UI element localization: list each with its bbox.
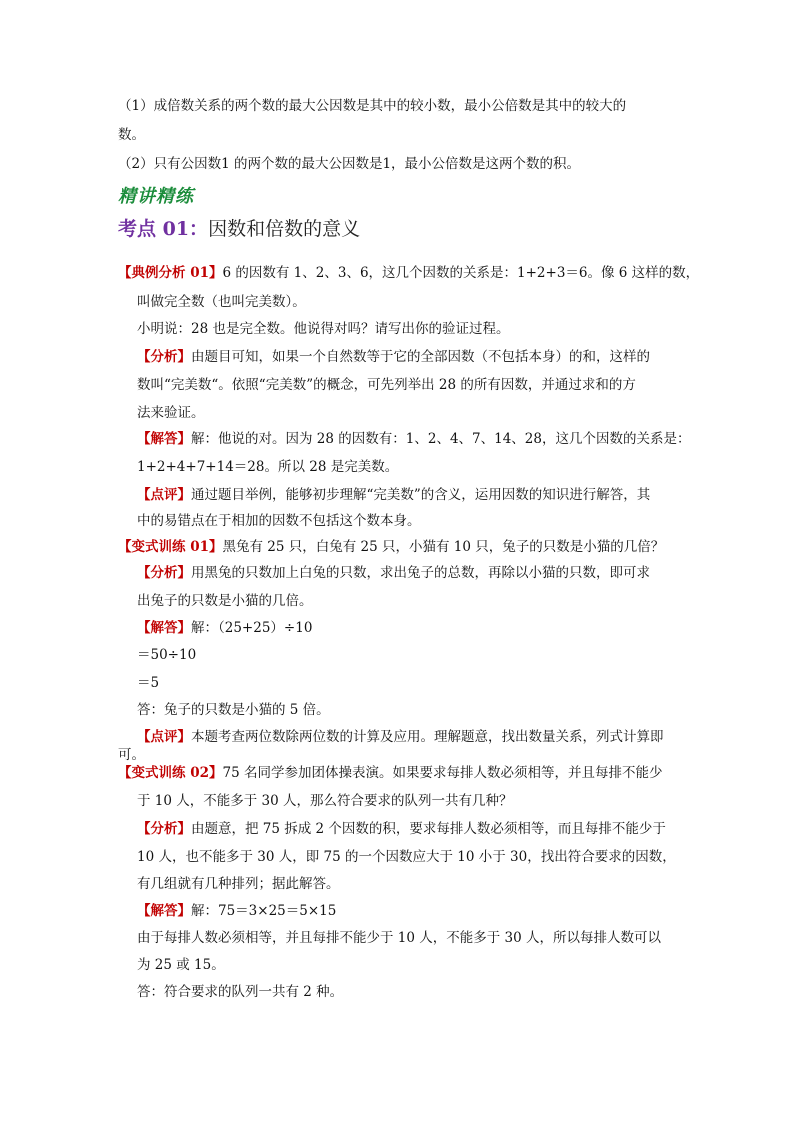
- intro-line-3: （2）只有公因数1 的两个数的最大公因数是1，最小公倍数是这两个数的积。: [118, 156, 581, 172]
- solution-tag: 【解答】: [137, 431, 191, 447]
- topic-heading: [118, 216, 360, 242]
- example-solution-1: [137, 428, 690, 450]
- example-comment-1: [137, 484, 650, 506]
- var2-solution-4: 答：符合要求的队列一共有 2 种。: [137, 984, 344, 1000]
- analysis-text: 用黑兔的只数加上白兔的只数，求出兔子的总数，再除以小猫的只数，即可求: [191, 565, 650, 581]
- var1-analysis-1: [137, 562, 650, 584]
- example-tag: 【典例分析 01】: [118, 265, 223, 281]
- var2-analysis-1: [137, 818, 666, 840]
- solution-text: 解：（25+25）÷10: [191, 620, 313, 636]
- var1-tag: 【变式训练 01】: [118, 539, 223, 555]
- var2-analysis-2: 10 人，也不能多于 30 人，即 75 的一个因数应大于 10 小于 30，找出符合要求的因数，: [137, 849, 676, 865]
- intro-line-1: （1）成倍数关系的两个数的最大公因数是其中的较小数，最小公倍数是其中的较大的: [118, 98, 627, 114]
- solution-text: 解：他说的对。因为 28 的因数有：1、2、4、7、14、28，这几个因数的关系是：: [191, 431, 691, 447]
- solution-tag: 【解答】: [137, 620, 191, 636]
- example-q3: 小明说：28 也是完全数。他说得对吗？请写出你的验证过程。: [137, 321, 510, 337]
- var2-analysis-3: 有几组就有几种排列；据此解答。: [137, 876, 340, 892]
- var1-solution-1: [137, 617, 312, 639]
- var1-analysis-2: 出兔子的只数是小猫的几倍。: [137, 593, 313, 609]
- solution-tag: 【解答】: [137, 903, 191, 919]
- comment-text: 本题考查两位数除两位数的计算及应用。理解题意，找出数量关系，列式计算即: [191, 729, 664, 745]
- topic-label: 考点 01：: [118, 218, 209, 240]
- analysis-tag: 【分析】: [137, 565, 191, 581]
- var1-question: [118, 536, 664, 558]
- var2-question-2: 于 10 人，不能多于 30 人，那么符合要求的队列一共有几种？: [137, 793, 513, 809]
- example-analysis-3: 法来验证。: [137, 405, 205, 421]
- var2-tag: 【变式训练 02】: [118, 765, 223, 781]
- analysis-tag: 【分析】: [137, 821, 191, 837]
- var1-q1: 黑兔有 25 只，白兔有 25 只，小猫有 10 只，兔子的只数是小猫的几倍？: [222, 539, 665, 555]
- var2-solution-1: [137, 900, 336, 922]
- var2-q1: 75 名同学参加团体操表演。如果要求每排人数必须相等，并且每排不能少: [222, 765, 663, 781]
- example-solution-2: 1+2+4+7+14＝28。所以 28 是完美数。: [137, 459, 399, 475]
- var1-solution-4: 答：兔子的只数是小猫的 5 倍。: [137, 702, 330, 718]
- analysis-tag: 【分析】: [137, 349, 191, 365]
- var1-solution-2: ＝50÷10: [137, 647, 197, 663]
- solution-text: 解：75＝3×25＝5×15: [191, 903, 337, 919]
- example-analysis-1: [137, 346, 650, 368]
- example-q1: 6 的因数有 1、2、3、6，这几个因数的关系是：1+2+3＝6。像 6 这样的数，: [222, 265, 700, 281]
- var1-comment-2: 可。: [118, 747, 145, 763]
- var2-solution-2: 由于每排人数必须相等，并且每排不能少于 10 人，不能多于 30 人，所以每排人数可以: [137, 930, 662, 946]
- analysis-text: 由题意，把 75 拆成 2 个因数的积，要求每排人数必须相等，而且每排不能少于: [191, 821, 666, 837]
- var2-question-1: [118, 762, 662, 784]
- topic-title: 因数和倍数的意义: [208, 218, 361, 240]
- comment-text: 通过题目举例，能够初步理解“完美数”的含义，运用因数的知识进行解答，其: [191, 487, 651, 503]
- intro-line-2: 数。: [118, 127, 145, 143]
- comment-tag: 【点评】: [137, 729, 191, 745]
- var1-comment-1: [137, 726, 664, 748]
- example-comment-2: 中的易错点在于相加的因数不包括这个数本身。: [137, 513, 421, 529]
- example-analysis-2: 数叫“完美数“。依照“完美数”的概念，可先列举出 28 的所有因数，并通过求和的方: [137, 377, 636, 393]
- section-heading: 精讲精练: [118, 186, 194, 207]
- var2-solution-3: 为 25 或 15。: [137, 957, 225, 973]
- var1-solution-3: ＝5: [137, 675, 160, 691]
- example-q2: 叫做完全数（也叫完美数）。: [137, 294, 306, 310]
- example-question-line-1: [118, 262, 699, 284]
- analysis-text: 由题目可知，如果一个自然数等于它的全部因数（不包括本身）的和，这样的: [191, 349, 650, 365]
- comment-tag: 【点评】: [137, 487, 191, 503]
